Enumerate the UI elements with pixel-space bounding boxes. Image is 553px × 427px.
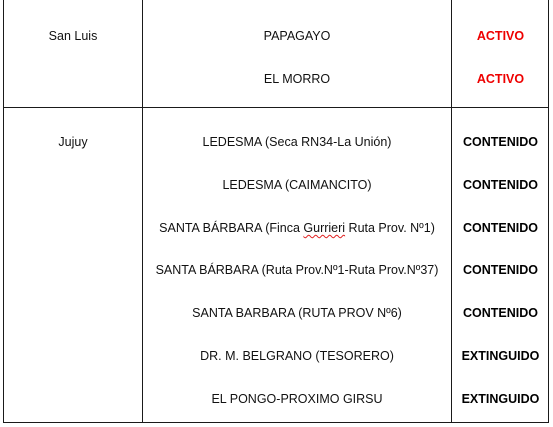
status-cell: CONTENIDO	[463, 263, 538, 277]
place-cell: SANTA BÁRBARA (Ruta Prov.Nº1-Ruta Prov.Nº37)	[155, 263, 439, 277]
place-cell: PAPAGAYO	[263, 29, 331, 43]
place-cell: DR. M. BELGRANO (TESORERO)	[200, 349, 394, 363]
place-cell: EL MORRO	[263, 72, 331, 86]
place-text-post: Ruta Prov. Nº1)	[345, 221, 435, 235]
status-cell: ACTIVO	[476, 72, 525, 86]
place-cell: LEDESMA (Seca RN34-La Unión)	[202, 135, 392, 149]
place-cell: LEDESMA (CAIMANCITO)	[222, 178, 372, 192]
status-cell: CONTENIDO	[463, 221, 538, 235]
status-cell: ACTIVO	[476, 29, 525, 43]
place-cell: SANTA BARBARA (RUTA PROV Nº6)	[192, 306, 402, 320]
place-cell: EL PONGO-PROXIMO GIRSU	[211, 392, 383, 406]
status-cell: EXTINGUIDO	[461, 392, 540, 406]
status-cell: CONTENIDO	[463, 135, 538, 149]
province-cell-san-luis: San Luis	[48, 29, 98, 43]
status-cell: EXTINGUIDO	[461, 349, 540, 363]
row-divider-san-luis-jujuy	[4, 107, 548, 108]
spellcheck-marked-word: Gurrieri	[303, 221, 346, 235]
status-cell: CONTENIDO	[463, 178, 538, 192]
place-text-pre: SANTA BÁRBARA (Finca	[159, 221, 304, 235]
fires-status-table	[3, 0, 549, 423]
province-cell-jujuy: Jujuy	[58, 135, 88, 149]
place-cell	[143, 220, 451, 236]
status-cell: CONTENIDO	[463, 306, 538, 320]
